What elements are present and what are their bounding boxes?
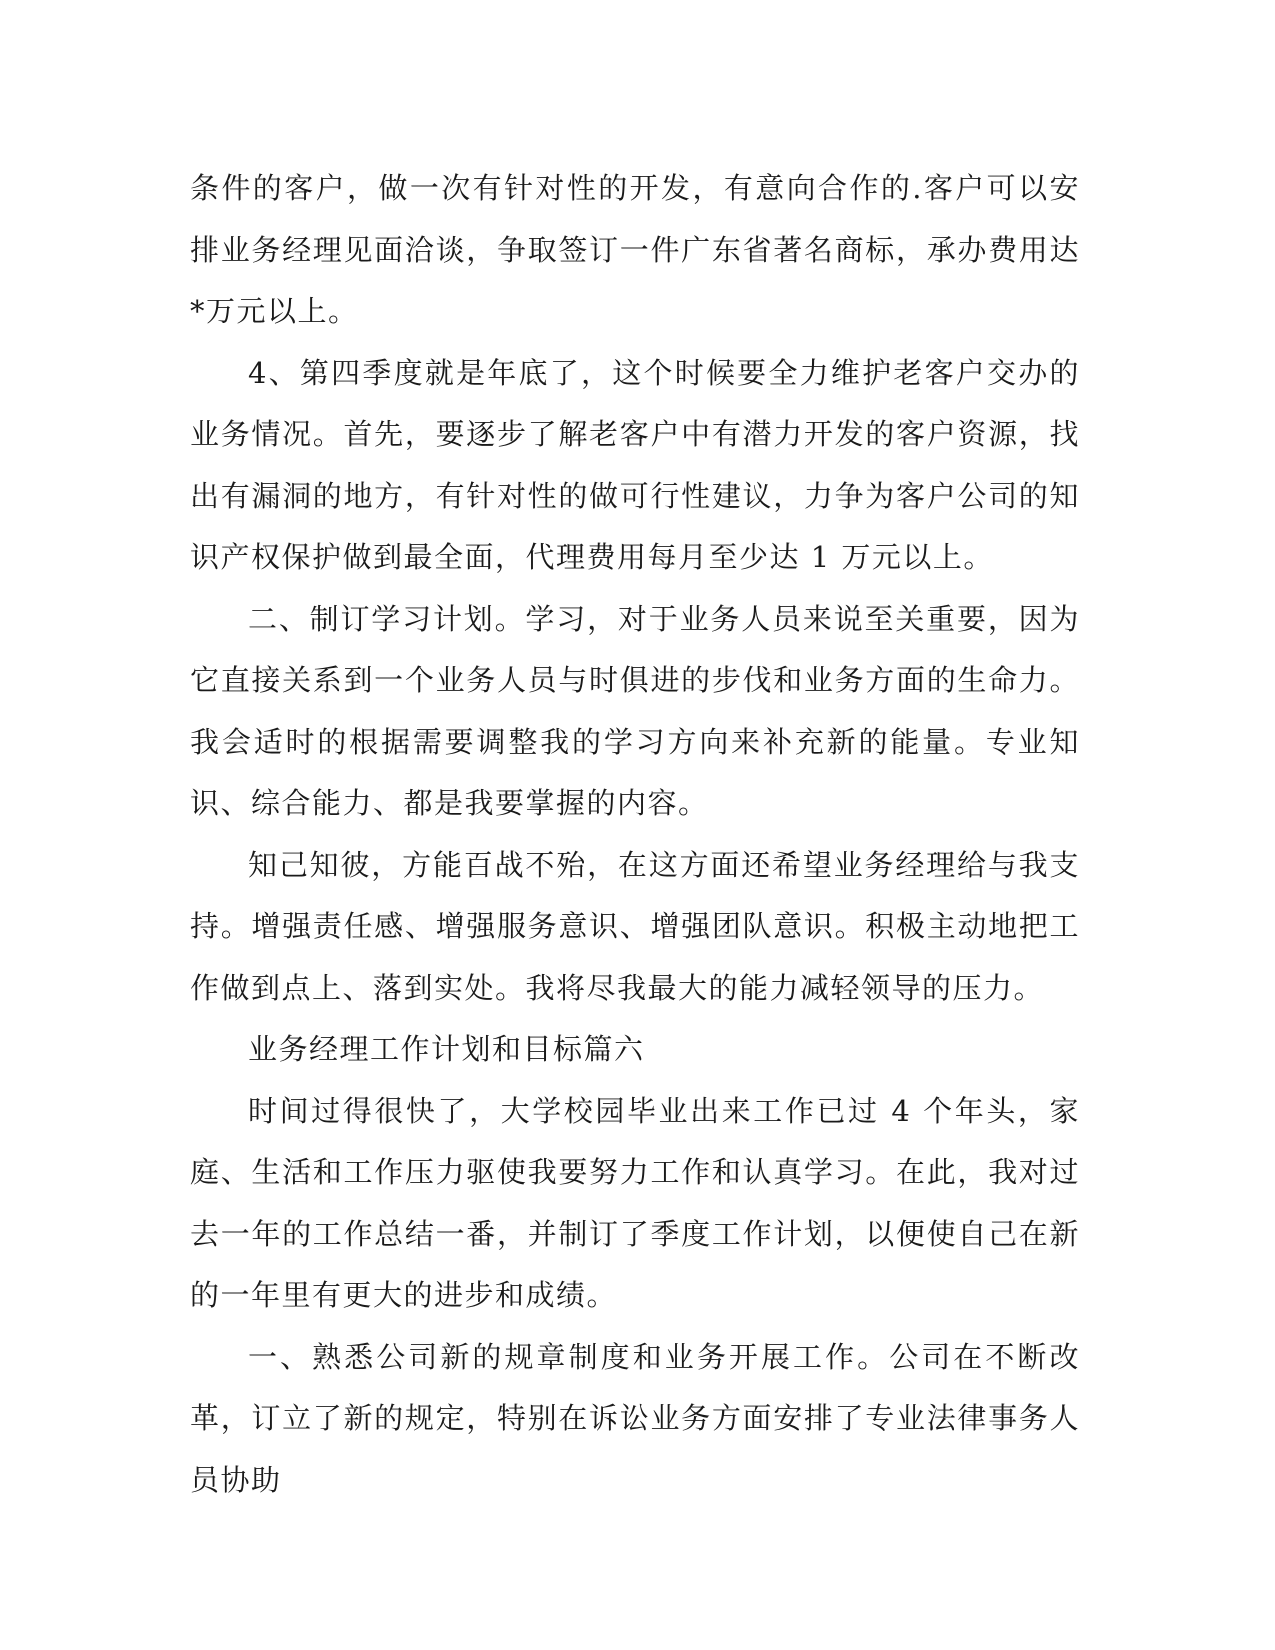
paragraph-continuation: 条件的客户，做一次有针对性的开发，有意向合作的.客户可以安排业务经理见面洽谈，争取签订一件广东省著名商标，承办费用达*万元以上。 (190, 171, 1080, 328)
paragraph-q4-plan: 4、第四季度就是年底了，这个时候要全力维护老客户交办的业务情况。首先，要逐步了解老客户中有潜力开发的客户资源，找出有漏洞的地方，有针对性的做可行性建议，力争为客户公司的知识产权保护做到最全面，代理费用每月至少达 1 万元以上。 (190, 355, 1080, 574)
paragraph-support-request: 知己知彼，方能百战不殆，在这方面还希望业务经理给与我支持。增强责任感、增强服务意识、增强团队意识。积极主动地把工作做到点上、落到实处。我将尽我最大的能力减轻领导的压力。 (190, 847, 1080, 1005)
paragraph-regulations: 一、熟悉公司新的规章制度和业务开展工作。公司在不断改革，订立了新的规定，特别在诉讼业务方面安排了专业法律事务人员协助 (190, 1339, 1080, 1497)
document-body (190, 158, 1080, 1511)
section-heading: 业务经理工作计划和目标篇六 (248, 1032, 645, 1066)
paragraph-learning-plan: 二、制订学习计划。学习，对于业务人员来说至关重要，因为它直接关系到一个业务人员与时俱进的步伐和业务方面的生命力。我会适时的根据需要调整我的学习方向来补充新的能量。专业知识、综合能力、都是我要掌握的内容。 (190, 601, 1080, 820)
paragraph-intro: 时间过得很快了，大学校园毕业出来工作已过 4 个年头，家庭、生活和工作压力驱使我要努力工作和认真学习。在此，我对过去一年的工作总结一番，并制订了季度工作计划，以便使自己在新的一年里有更大的进步和成绩。 (190, 1093, 1080, 1312)
